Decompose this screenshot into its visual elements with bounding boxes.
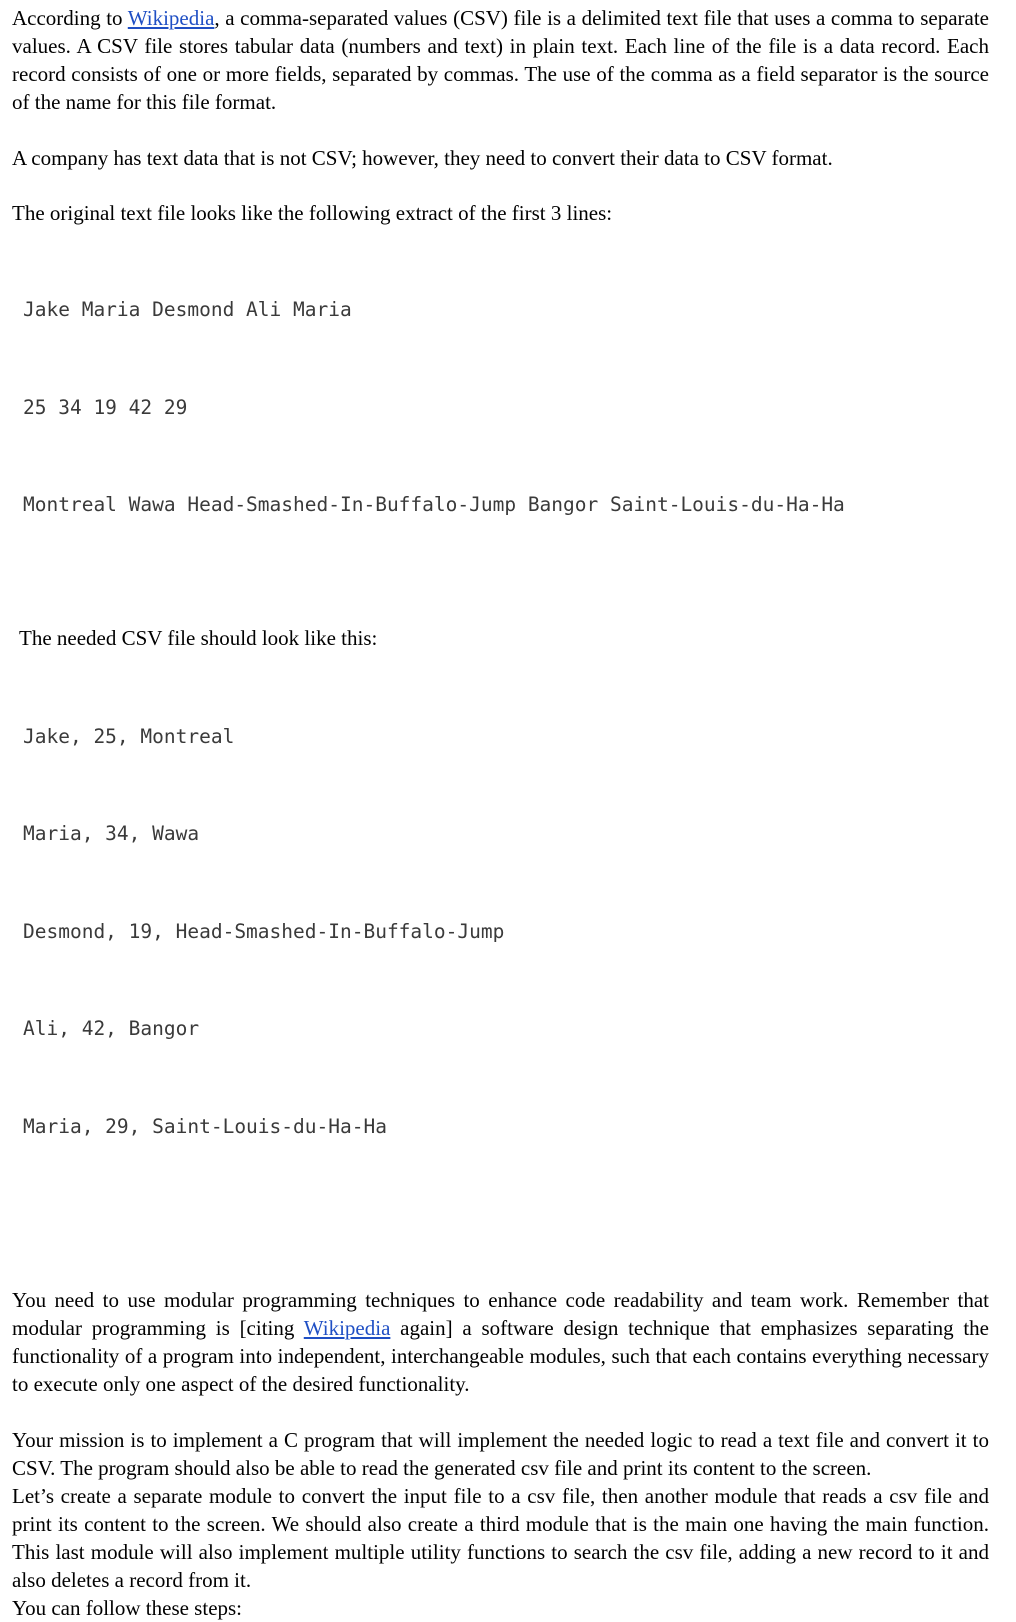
document-page bbox=[12, 4, 989, 1622]
original-file-heading: The original text file looks like the following extract of the first 3 lines: bbox=[12, 201, 613, 225]
csv-line: Maria, 29, Saint-Louis-du-Ha-Ha bbox=[23, 1114, 387, 1138]
modular-prefix: You need to use modular programming techniques to enhance code readability and team work. Remember that modular programming is [citing bbox=[12, 1288, 989, 1340]
intro-suffix: , a comma-separated values (CSV) file is a delimited text file that uses a comma to separate values. A CSV file stores tabular data (numbers and text) in plain text. Each line of the file is a data record. Each record consists of one or more fields, separated by commas. The use of the comma as a field separator is the source of the name for this file format. bbox=[12, 6, 989, 114]
csv-file-heading: The needed CSV file should look like this: bbox=[19, 625, 378, 650]
intro-paragraph bbox=[12, 4, 989, 116]
modular-paragraph bbox=[12, 1286, 989, 1398]
original-line: 25 34 19 42 29 bbox=[23, 395, 188, 419]
modular-suffix: again] a software design technique that emphasizes separating the functionality of a program into independent, interchangeable modules, such that each contains everything necessary to execute only one aspect of the desired functionality. bbox=[12, 1316, 989, 1396]
csv-line: Maria, 34, Wawa bbox=[23, 822, 200, 845]
steps-line: You can follow these steps: bbox=[12, 1596, 243, 1620]
csv-line: Desmond, 19, Head-Smashed-In-Buffalo-Jump bbox=[23, 919, 505, 943]
company-paragraph: A company has text data that is not CSV; however, they need to convert their data to CSV format. bbox=[12, 146, 833, 170]
original-line: Montreal Wawa Head-Smashed-In-Buffalo-Jump Bangor Saint-Louis-du-Ha-Ha bbox=[23, 493, 845, 516]
wikipedia-link-2[interactable]: Wikipedia bbox=[303, 1316, 391, 1340]
modules-paragraph: Let’s create a separate module to convert the input file to a csv file, then another module that reads a csv file and print its content to the screen. We should also create a third module that is the main one having the main function. This last module will also implement multiple utility functions to search the csv file, adding a new record to it and also deletes a record from it. bbox=[12, 1484, 989, 1592]
original-text-block bbox=[12, 229, 989, 587]
original-line: Jake Maria Desmond Ali Maria bbox=[23, 298, 352, 321]
mission-paragraph: Your mission is to implement a C program that will implement the needed logic to read a text file and convert it to CSV. The program should also be able to read the generated csv file and print its content to the screen. bbox=[12, 1428, 989, 1480]
csv-line: Ali, 42, Bangor bbox=[23, 1017, 200, 1040]
intro-prefix: According to bbox=[12, 6, 128, 30]
wikipedia-link[interactable]: Wikipedia bbox=[127, 6, 215, 30]
csv-text-block bbox=[12, 656, 989, 1209]
csv-line: Jake, 25, Montreal bbox=[23, 724, 235, 748]
